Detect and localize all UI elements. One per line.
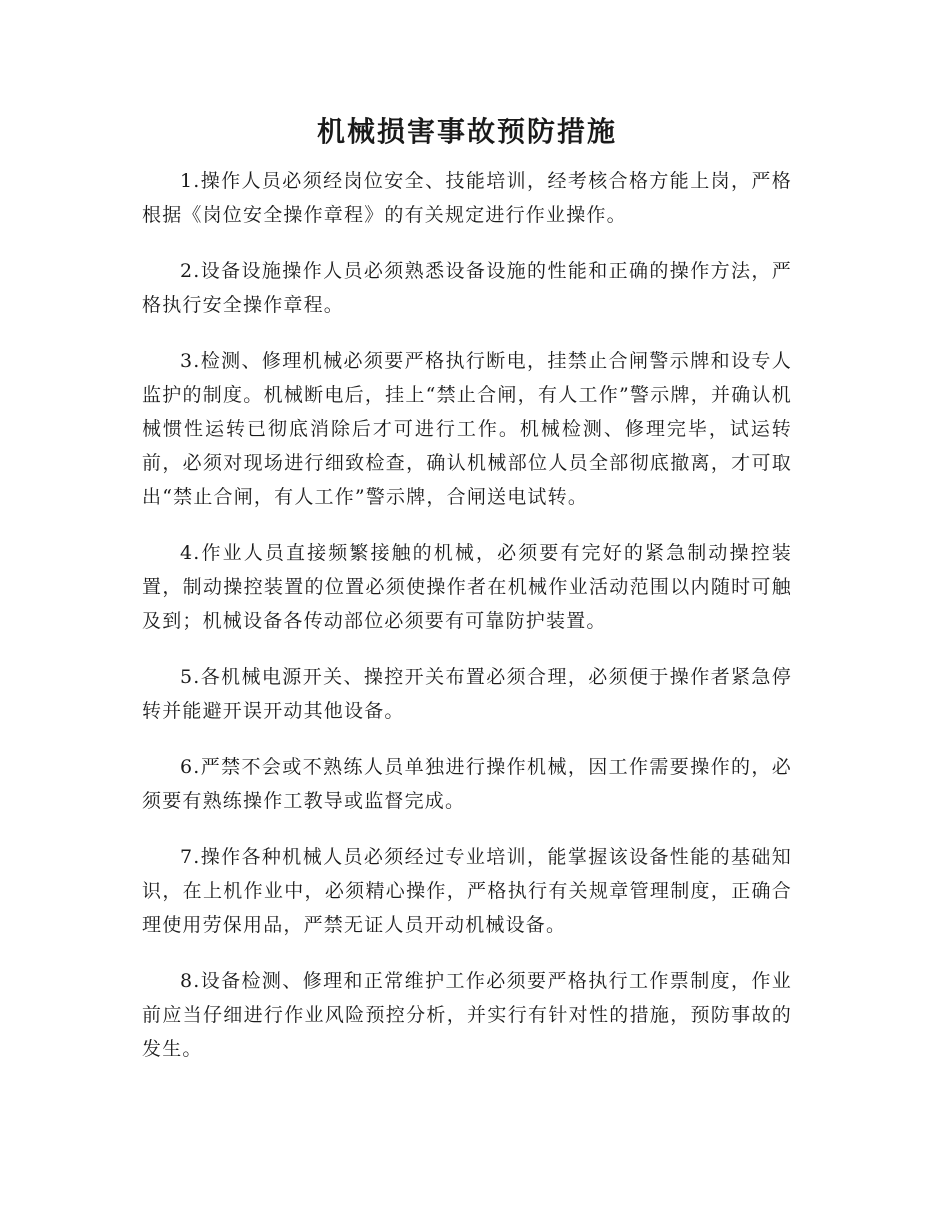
document-title: 机械损害事故预防措施 [316, 115, 617, 148]
paragraph-3: 3.检测、修理机械必须要严格执行断电，挂禁止合闸警示牌和设专人监护的制度。机械断电后，挂上“禁止合闸，有人工作”警示牌，并确认机械惯性运转已彻底消除后才可进行工作。机械检测、修理完毕，试运转前，必须对现场进行细致检查，确认机械部位人员全部彻底撤离，才可取出“禁止合闸，有人工作”警示牌，合闸送电试转。 [142, 350, 792, 508]
paragraph-2: 2.设备设施操作人员必须熟悉设备设施的性能和正确的操作方法，严格执行安全操作章程。 [142, 260, 792, 316]
paragraph-7: 7.操作各种机械人员必须经过专业培训，能掌握该设备性能的基础知识，在上机作业中，必须精心操作，严格执行有关规章管理制度，正确合理使用劳保用品，严禁无证人员开动机械设备。 [142, 846, 792, 936]
paragraph-5: 5.各机械电源开关、操控开关布置必须合理，必须便于操作者紧急停转并能避开误开动其他设备。 [142, 666, 792, 722]
paragraph-6: 6.严禁不会或不熟练人员单独进行操作机械，因工作需要操作的，必须要有熟练操作工教导或监督完成。 [142, 756, 792, 812]
paragraph-1: 1.操作人员必须经岗位安全、技能培训，经考核合格方能上岗，严格根据《岗位安全操作章程》的有关规定进行作业操作。 [142, 170, 792, 226]
paragraph-8: 8.设备检测、修理和正常维护工作必须要严格执行工作票制度，作业前应当仔细进行作业风险预控分析，并实行有针对性的措施，预防事故的发生。 [142, 970, 792, 1060]
paragraph-4: 4.作业人员直接频繁接触的机械，必须要有完好的紧急制动操控装置，制动操控装置的位置必须使操作者在机械作业活动范围以内随时可触及到；机械设备各传动部位必须要有可靠防护装置。 [142, 542, 792, 632]
